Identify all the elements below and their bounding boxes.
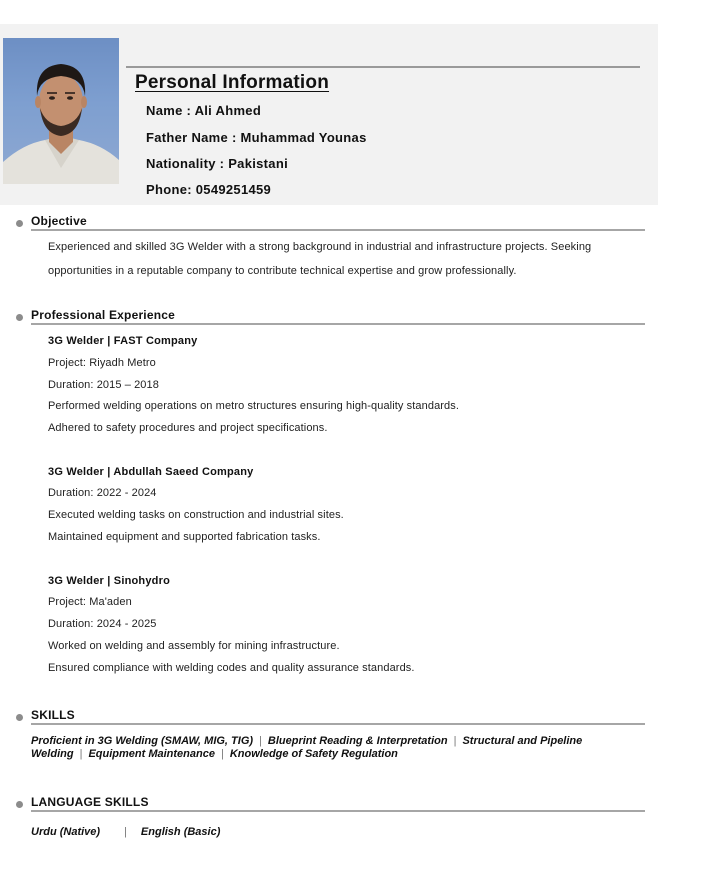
experience-divider <box>31 323 645 325</box>
job-duty: Worked on welding and assembly for mining infrastructure. <box>48 640 340 652</box>
objective-title: Objective <box>31 214 87 228</box>
header-divider <box>126 66 640 68</box>
language-item: Urdu (Native) <box>31 826 101 838</box>
skills-divider <box>31 723 645 725</box>
job-duration: Duration: 2024 - 2025 <box>48 618 157 630</box>
job-duty: Performed welding operations on metro structures ensuring high-quality standards. <box>48 400 460 412</box>
skills-list <box>31 735 631 761</box>
skill-item: Structural and Pipeline Welding <box>31 735 583 760</box>
job-duration: Duration: 2022 - 2024 <box>48 487 157 499</box>
skill-item: Equipment Maintenance <box>88 748 215 760</box>
job-duty: Executed welding tasks on construction and industrial sites. <box>48 509 344 521</box>
separator: | <box>79 748 83 760</box>
separator: | <box>124 826 127 838</box>
job-title: 3G Welder | FAST Company <box>48 335 198 347</box>
nationality-line: Nationality : Pakistani <box>146 156 288 171</box>
language-item: English (Basic) <box>140 826 221 838</box>
job-title: 3G Welder | Sinohydro <box>48 575 170 587</box>
separator: | <box>259 735 262 747</box>
skill-item: Blueprint Reading & Interpretation <box>267 735 448 747</box>
skills-bullet-icon <box>16 714 23 721</box>
job-duty: Ensured compliance with welding codes and quality assurance standards. <box>48 662 415 674</box>
personal-info-title: Personal Information <box>135 72 330 93</box>
job-project: Project: Riyadh Metro <box>48 357 156 369</box>
objective-text-line-2: opportunities in a reputable company to contribute technical expertise and grow professionally. <box>48 265 517 277</box>
skills-title: SKILLS <box>31 708 75 722</box>
languages-list <box>31 826 220 838</box>
job-duty: Maintained equipment and supported fabrication tasks. <box>48 531 321 543</box>
job-duty: Adhered to safety procedures and project specifications. <box>48 422 328 434</box>
objective-text-line-1: Experienced and skilled 3G Welder with a strong background in industrial and infrastructure projects. Seeking <box>48 241 592 253</box>
objective-bullet-icon <box>16 220 23 227</box>
name-line: Name : Ali Ahmed <box>146 103 262 118</box>
separator: | <box>453 735 457 747</box>
phone-line: Phone: 0549251459 <box>146 182 272 197</box>
father-name-line: Father Name : Muhammad Younas <box>146 130 367 145</box>
separator: | <box>220 748 224 760</box>
experience-bullet-icon <box>16 314 23 321</box>
languages-title: LANGUAGE SKILLS <box>31 795 149 809</box>
skill-item: Proficient in 3G Welding (SMAW, MIG, TIG) <box>31 735 254 747</box>
experience-title: Professional Experience <box>31 308 175 322</box>
skill-item: Knowledge of Safety Regulation <box>229 748 398 760</box>
languages-bullet-icon <box>16 801 23 808</box>
job-duration: Duration: 2015 – 2018 <box>48 379 159 391</box>
profile-photo <box>3 38 119 184</box>
job-title: 3G Welder | Abdullah Saeed Company <box>48 466 254 478</box>
job-project: Project: Ma'aden <box>48 596 132 608</box>
objective-divider <box>31 229 645 231</box>
languages-divider <box>31 810 645 812</box>
